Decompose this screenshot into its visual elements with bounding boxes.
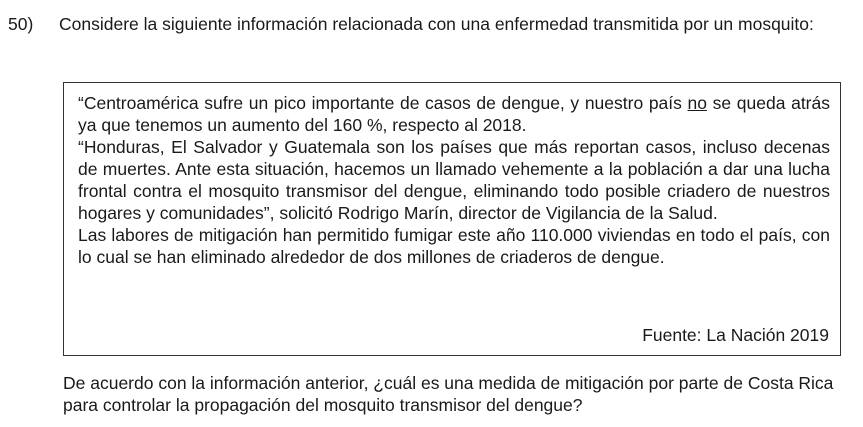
quote-p1-after: se queda atrás ya que tenemos un aumento del 160 %, respecto al 2018. <box>78 93 830 135</box>
question-intro: Considere la siguiente información relacionada con una enfermedad transmitida por un mosquito: <box>59 14 814 34</box>
question-number: 50) <box>8 14 34 34</box>
question-prompt: De acuerdo con la información anterior, ¿cuál es una medida de mitigación por parte de Costa Rica para controlar la propagación del mosquito transmisor del dengue? <box>63 373 834 415</box>
quote-p1-underlined: no <box>687 93 708 113</box>
quote-p1-before: “Centroamérica sufre un pico importante de casos de dengue, y nuestro país <box>78 93 688 113</box>
quote-paragraph-2: “Honduras, El Salvador y Guatemala son los países que más reportan casos, incluso decenas de muertes. Ante esta situación, hacemos un llamado vehemente a la población a dar una lucha frontal contra el mosquito transmisor del dengue, eliminando todo posible criadero de nuestros hogares y comunidades”, solicitó Rodrigo Marín, director de Vigilancia de la Salud. <box>78 137 830 223</box>
quote-source: Fuente: La Nación 2019 <box>642 325 829 345</box>
quote-box <box>63 82 841 356</box>
quote-text <box>78 92 830 268</box>
quote-paragraph-1 <box>78 92 830 136</box>
quote-paragraph-3: Las labores de mitigación han permitido fumigar este año 110.000 viviendas en todo el país, con lo cual se han eliminado alrededor de dos millones de criaderos de dengue. <box>78 225 830 267</box>
